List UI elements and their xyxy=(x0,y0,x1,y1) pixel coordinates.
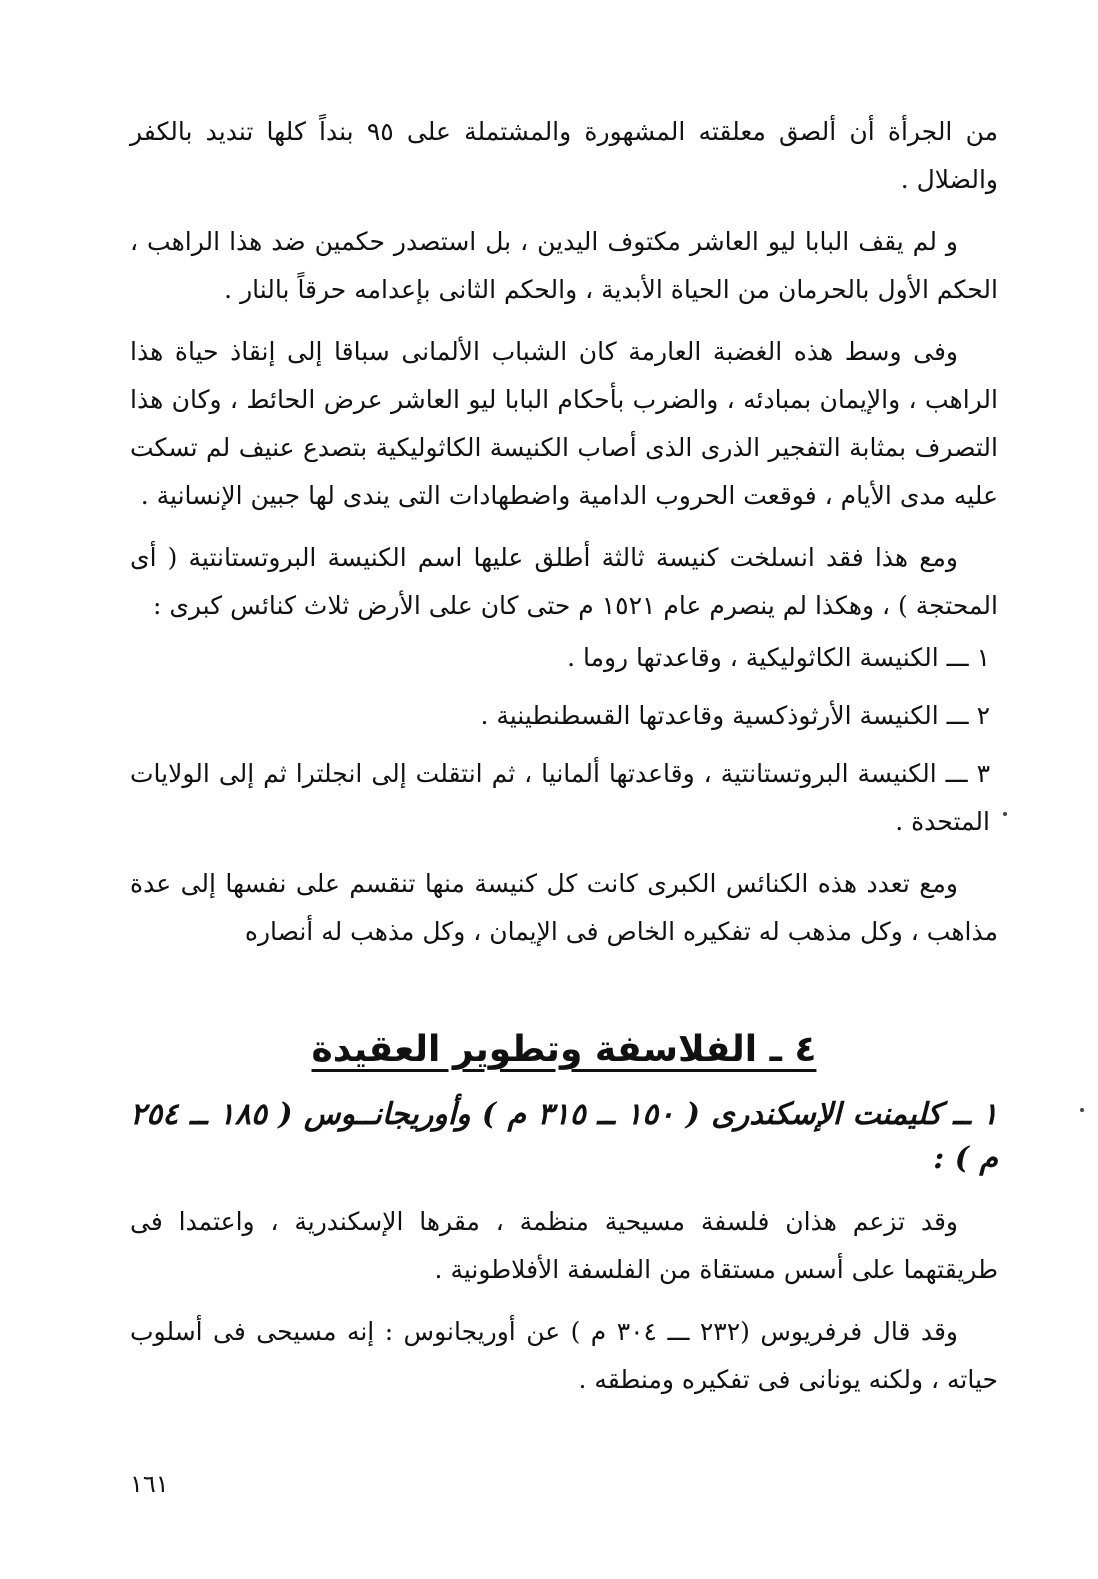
paragraph-2: و لم يقف البابا ليو العاشر مكتوف اليدين ، بل استصدر حكمين ضد هذا الراهب ، الحكم الأول بالحرمان من الحياة الأبدية ، والحكم الثانى بإعدامه حرقاً بالنار . xyxy=(130,227,998,304)
scan-speck xyxy=(1003,812,1007,816)
paragraph-3: وفى وسط هذه الغضبة العارمة كان الشباب الألمانى سباقا إلى إنقاذ حياة هذا الراهب ، والإيمان بمبادئه ، والضرب بأحكام البابا ليو العاشر عرض الحائط ، وكان هذا التصرف بمثابة التفجير الذرى الذى أصاب الكنيسة الكاثوليكية بتصدع عنيف لم تسكت عليه مدى الأيام ، فوقعت الحروب الدامية واضطهادات التى يندى لها جبين الإنسانية . xyxy=(130,337,998,510)
scan-speck xyxy=(1080,1108,1084,1112)
text-block-top xyxy=(130,108,998,956)
church-list xyxy=(130,634,998,846)
paragraph-1: من الجرأة أن ألصق معلقته المشهورة والمشتملة على ٩٥ بنداً كلها تنديد بالكفر والضلال . xyxy=(130,117,999,194)
subheading: ١ ــ كليمنت الإسكندرى ( ١٥٠ ــ ٣١٥ م ) وأوريجانــوس ( ١٨٥ ــ ٢٥٤ م ) : xyxy=(130,1097,999,1176)
section-title: ٤ ـ الفلاسفة وتطوير العقيدة xyxy=(311,1029,817,1070)
paragraph-after-list: ومع تعدد هذه الكنائس الكبرى كانت كل كنيسة منها تنقسم على نفسها إلى عدة مذاهب ، وكل مذهب له تفكيره الخاص فى الإيمان ، وكل مذهب له أنصاره xyxy=(130,869,998,946)
list-item-3: ٣ ـــ الكنيسة البروتستانتية ، وقاعدتها ألمانيا ، ثم انتقلت إلى انجلترا ثم إلى الولايات المتحدة . xyxy=(130,759,990,836)
list-item-1: ١ ـــ الكنيسة الكاثوليكية ، وقاعدتها روما . xyxy=(567,643,990,672)
page-number: ١٦١ xyxy=(130,1470,169,1498)
paragraph-4: ومع هذا فقد انسلخت كنيسة ثالثة أطلق عليها اسم الكنيسة البروتستانتية ( أى المحتجة ) ، وهكذا لم ينصرم عام ١٥٢١ م حتى كان على الأرض ثلاث كنائس كبرى : xyxy=(130,543,998,620)
closing-paragraph-1: وقد تزعم هذان فلسفة مسيحية منظمة ، مقرها الإسكندرية ، واعتمدا فى طريقتهما على أسس مستقاة من الفلسفة الأفلاطونية . xyxy=(130,1207,998,1284)
list-item-2: ٢ ـــ الكنيسة الأرثوذكسية وقاعدتها القسطنطينية . xyxy=(480,701,990,730)
closing-paragraph-2: وقد قال فرفريوس (٢٣٢ ـــ ٣٠٤ م ) عن أوريجانوس : إنه مسيحى فى أسلوب حياته ، ولكنه يونانى فى تفكيره ومنطقه . xyxy=(130,1317,998,1394)
text-block-bottom xyxy=(130,1198,998,1404)
